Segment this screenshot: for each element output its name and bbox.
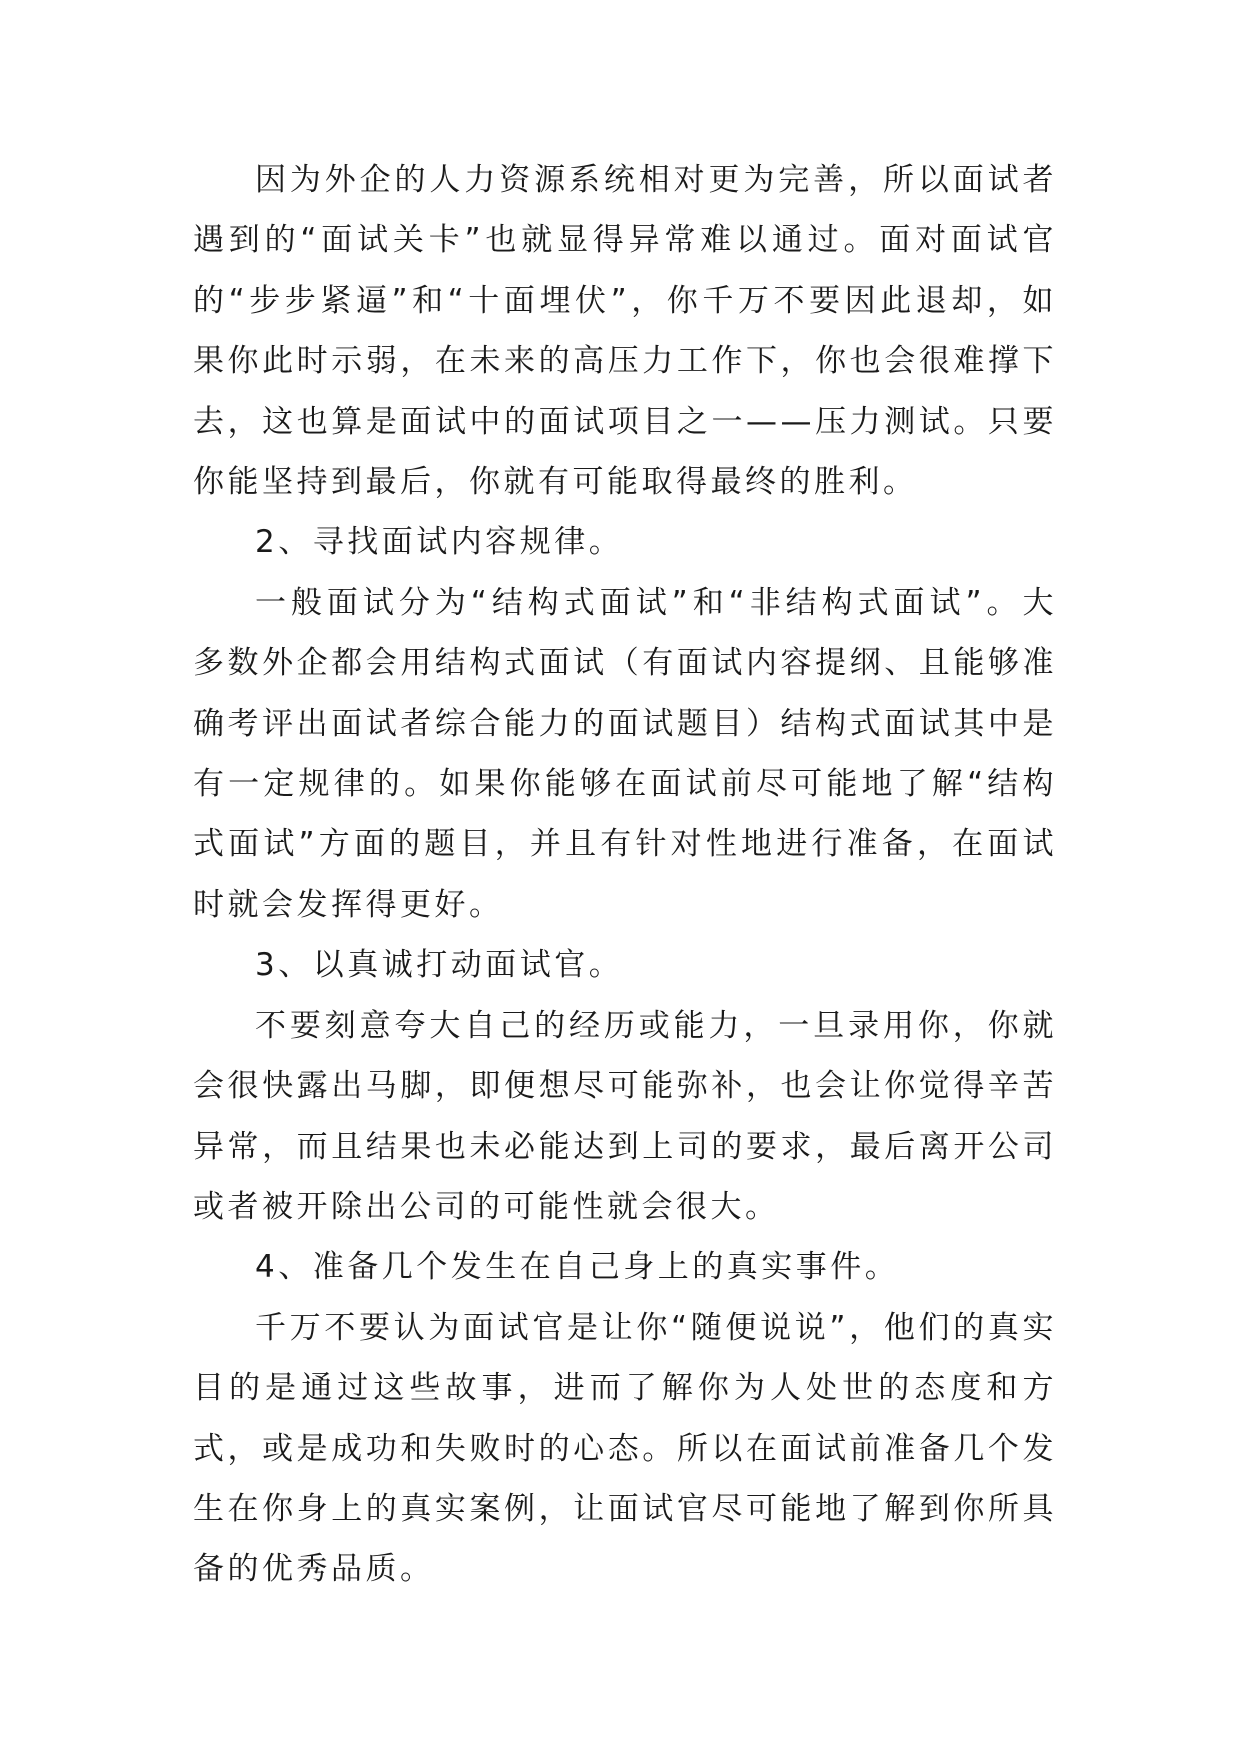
paragraph-real-stories: 千万不要认为面试官是让你“随便说说”，他们的真实目的是通过这些故事，进而了解你为人处世的态度和方式，或是成功和失败时的心态。所以在面试前准备几个发生在你身上的真实案例，让面试官尽可能地了解到你所具备的优秀品质。 <box>193 1309 1057 1588</box>
heading-find-interview-patterns: 2、寻找面试内容规律。 <box>255 524 624 561</box>
heading-sincerity: 3、以真诚打动面试官。 <box>255 947 624 984</box>
paragraph-pressure-test: 因为外企的人力资源系统相对更为完善，所以面试者遇到的“面试关卡”也就显得异常难以通过。面对面试官的“步步紧逼”和“十面埋伏”，你千万不要因此退却，如果你此时示弱，在未来的高压力工作下，你也会很难撑下去，这也算是面试中的面试项目之一——压力测试。只要你能坚持到最后，你就有可能取得最终的胜利。 <box>193 162 1057 501</box>
document-body <box>193 150 1057 1600</box>
paragraph-do-not-exaggerate: 不要刻意夸大自己的经历或能力，一旦录用你，你就会很快露出马脚，即便想尽可能弥补，也会让你觉得辛苦异常，而且结果也未必能达到上司的要求，最后离开公司或者被开除出公司的可能性就会很大。 <box>193 1007 1057 1225</box>
heading-prepare-real-events: 4、准备几个发生在自己身上的真实事件。 <box>255 1249 900 1286</box>
paragraph-structured-interview: 一般面试分为“结构式面试”和“非结构式面试”。大多数外企都会用结构式面试（有面试内容提纲、且能够准确考评出面试者综合能力的面试题目）结构式面试其中是有一定规律的。如果你能够在面试前尽可能地了解“结构式面试”方面的题目，并且有针对性地进行准备，在面试时就会发挥得更好。 <box>193 584 1057 923</box>
